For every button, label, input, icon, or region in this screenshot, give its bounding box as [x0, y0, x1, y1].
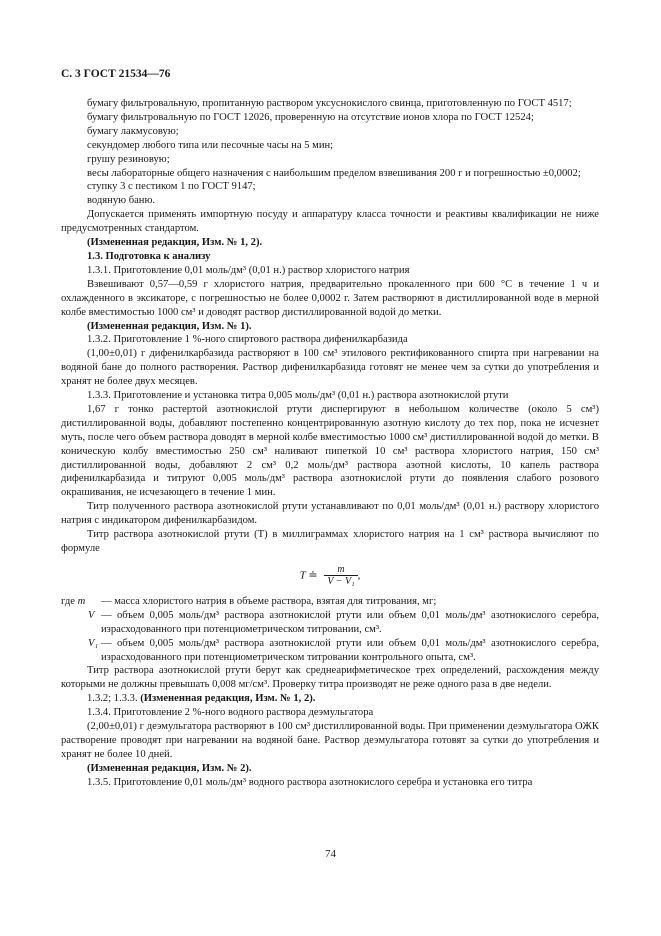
formula-lhs: T: [299, 569, 306, 582]
paragraph: грушу резиновую;: [87, 153, 170, 165]
subsection-title: 1.3.3. Приготовление и установка титра 0,005 моль/дм³ (0,01 н.) раствора азотнокислой ртути: [87, 390, 509, 402]
page-header: С. 3 ГОСТ 21534—76: [61, 68, 171, 80]
section-heading: 1.3. Подготовка к анализу: [87, 250, 211, 262]
paragraph: 1,67 г тонко растертой азотнокислой ртути диспергируют в небольшом количестве (около 5 см³) дистиллированной воды, добавляют постепенно концентрированную азотную кислоту до тех пор, пока не исчезнет муть, после чего объем раствора доводят в мерной колбе вместимостью 1000 см³ дистиллированной водой до метки. В коническую колбу вместимостью 250 см³ наливают пипеткой 10 см³ раствора хлористого натрия, 150 см³ дистиллированной воды, добавляют 2 см³ 0,2 моль/дм³ раствора азотной кислоты, 10 капель раствора дифенилкарбазида и титруют 0,005 моль/дм³ раствора азотнокислой ртути до появления слабого розового окрашивания, не исчезающего в течение 1 мин.: [61, 403, 599, 499]
subsection-title: 1.3.4. Приготовление 2 %-ного водного раствора деэмульгатора: [87, 707, 374, 719]
definition-text: — объем 0,005 моль/дм³ раствора азотнокислой ртути или объем 0,01 моль/дм³ азотнокислого серебра, израсходованного при потенциометрическом титровании контрольного опыта, см³.: [101, 637, 599, 663]
formula-operator: ≐: [308, 569, 318, 582]
amendment-note: (Измененная редакция, Изм. № 2).: [87, 762, 252, 774]
titer-formula: [61, 564, 599, 588]
definition-symbol: где m: [61, 595, 86, 607]
amendment-note: (Измененная редакция, Изм. № 1, 2).: [87, 237, 263, 249]
amendment-note: 1.3.2; 1.3.3. (Измененная редакция, Изм. № 1, 2).: [87, 693, 316, 705]
definition-text: — объем 0,005 моль/дм³ раствора азотнокислой ртути или объем 0,01 моль/дм³ азотнокислого серебра, израсходованного при потенциометрическом титровании, см³.: [101, 609, 599, 635]
paragraph: бумагу фильтровальную, пропитанную раствором уксуснокислого свинца, приготовленную по ГОСТ 4517;: [87, 98, 572, 109]
subsection-title: 1.3.5. Приготовление 0,01 моль/дм³ водного раствора азотнокислого серебра и установка его титра: [87, 776, 533, 788]
paragraph: Титр раствора азотнокислой ртути берут как среднеарифметическое трех определений, расхождения между которыми не должны превышать 0,008 мг/см³. Проверку титра производят не реже одного раза в две недели.: [61, 665, 599, 691]
paragraph: секундомер любого типа или песочные часы на 5 мин;: [87, 139, 334, 151]
formula-fraction: [324, 564, 357, 588]
formula-tail: ,: [357, 569, 361, 582]
definition-text: — масса хлористого натрия в объеме раствора, взятая для титрования, мг;: [101, 595, 437, 607]
paragraph: водяную баню.: [87, 195, 156, 207]
paragraph: (1,00±0,01) г дифенилкарбазида растворяют в 100 см³ этилового ректификованного спирта при нагревании на водяной бане до полного растворения. Раствор дифенилкарбазида готовят не менее чем за сутки до употребления и хранят не более двух месяцев.: [61, 348, 599, 388]
subsection-title: 1.3.2. Приготовление 1 %-ного спиртового раствора дифенилкарбазида: [87, 334, 408, 346]
formula-denominator: V − V₁: [327, 575, 355, 587]
subsection-title: 1.3.1. Приготовление 0,01 моль/дм³ (0,01 н.) раствор хлористого натрия: [87, 264, 410, 276]
formula-numerator: m: [324, 564, 357, 576]
amendment-note: (Измененная редакция, Изм. № 1).: [87, 320, 252, 332]
page-number: 74: [325, 848, 336, 860]
paragraph: бумагу фильтровальную по ГОСТ 12026, проверенную на отсутствие ионов хлора по ГОСТ 12524;: [87, 111, 534, 123]
paragraph: ступку 3 с пестиком 1 по ГОСТ 9147;: [87, 181, 256, 193]
paragraph: бумагу лакмусовую;: [87, 125, 179, 137]
paragraph: весы лабораторные общего назначения с наибольшим пределом взвешивания 200 г и погрешностью ±0,0002;: [87, 167, 581, 179]
definition-item: [61, 637, 599, 665]
definition-symbol: V₁: [88, 637, 99, 649]
definition-item: [61, 595, 599, 609]
paragraph: Взвешивают 0,57—0,59 г хлористого натрия, предварительно прокаленного при 600 °С в течение 1 ч и охлажденного в эксикаторе, с погрешностью не более 0,0002 г. Затем растворяют в дистиллированной воде в мерной колбе вместимостью 1000 см³ и доводят раствор дистиллированной водой до метки.: [61, 278, 599, 318]
definition-item: [61, 609, 599, 637]
formula-definitions: [61, 595, 599, 665]
definition-symbol: V: [88, 609, 95, 621]
document-body: [61, 97, 599, 790]
paragraph: Титр раствора азотнокислой ртути (T) в миллиграммах хлористого натрия на 1 см³ раствора вычисляют по формуле: [61, 529, 599, 554]
paragraph: Допускается применять импортную посуду и аппаратуру класса точности и реактивы квалификации не ниже предусмотренных стандартом.: [61, 209, 599, 235]
paragraph: Титр полученного раствора азотнокислой ртути устанавливают по 0,01 моль/дм³ (0,01 н.) раствору хлористого натрия с индикатором дифенилкарбазидом.: [61, 501, 599, 527]
paragraph: (2,00±0,01) г деэмульгатора растворяют в 100 см³ дистиллированной воды. При применении деэмульгатора ОЖК растворение проводят при нагревании на водяной бане. Раствор деэмульгатора готовят за сутки до употребления и хранят не более 10 дней.: [61, 721, 599, 760]
